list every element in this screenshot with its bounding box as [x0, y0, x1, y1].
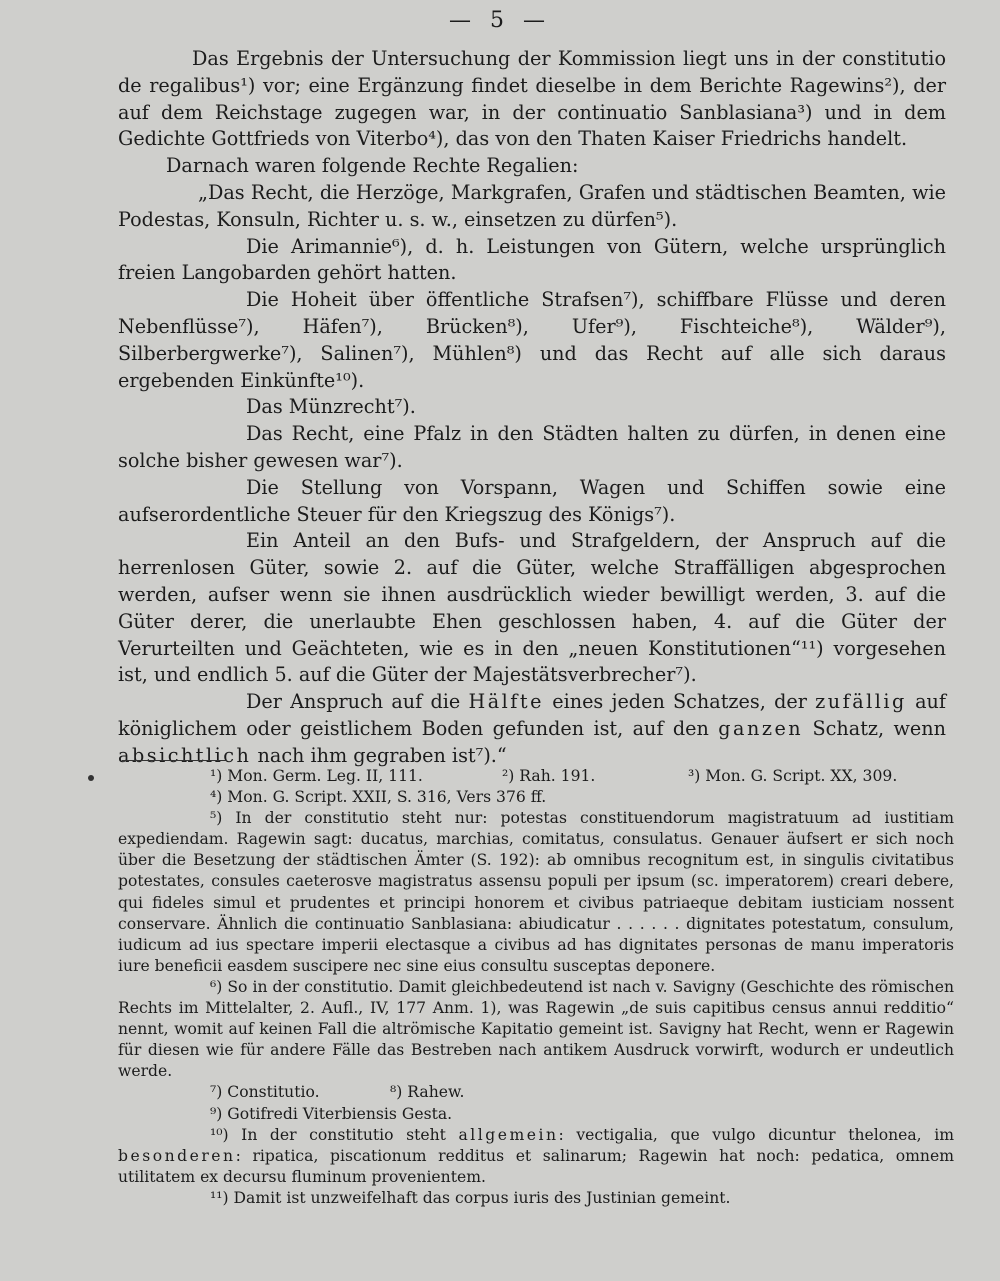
footnote: ¹) Mon. Germ. Leg. II, 111.: [210, 767, 423, 785]
paragraph: Das Recht, eine Pfalz in den Städten halten zu dürfen, in denen eine solche bisher gewesen war⁷).: [118, 422, 946, 472]
footnote-row: [118, 1082, 954, 1103]
spaced-emphasis: allgemein: [458, 1125, 559, 1144]
paragraph: Die Hoheit über öffentliche Strafsen⁷), schiffbare Flüsse und deren Nebenflüsse⁷), Häfen⁷), Brücken⁸), Ufer⁹), Fischteiche⁸), Wälder⁹), Silberbergwerke⁷), Salinen⁷), Mühlen⁸) und das Recht auf alle sich daraus ergebenden Einkünfte¹⁰).: [118, 288, 946, 392]
spaced-emphasis: ganzen: [718, 716, 804, 740]
main-text: [118, 46, 946, 770]
footnote: ⁴) Mon. G. Script. XXII, S. 316, Vers 376 ff.: [210, 788, 547, 807]
footnote: [118, 1125, 954, 1188]
text-run: : ripatica, piscationum redditus et salinarum; Ragewin hat noch: pedatica, omnem utilitatem ex decursu fluminum provenientem.: [118, 1146, 954, 1186]
spaced-emphasis: zufällig: [815, 690, 907, 714]
spaced-emphasis: absichtlich: [118, 743, 252, 767]
footnote: ⁹) Gotifredi Viterbiensis Gesta.: [210, 1104, 453, 1123]
footnote: ⁵) In der constitutio steht nur: potestas constituendorum magistratuum ad iustitiam expediendam. Ragewin sagt: ducatus, marchias, comitatus, consulatus. Genauer äufsert er sich noch über die Besetzung der städtischen Ämter (S. 192): ab omnibus recognitum est, in singulis civitatibus potestates, consules caeterosve magistratus assensu populi per ipsum (sc. imperatorem) creari debere, qui fideles simul et prudentes et principi honorem et civibus patriaeque debitam iusticiam nossent conservare. Ähnlich die continuatio Sanblasiana: abiudicatur . . . . . . dignitates potestatum, consulum, iudicum ad ius spectare imperii electasque a civibus ad has dignitates personas de manu imperatoris iure beneficii easdem suscipere nec sine eius consultu susceptas deponere.: [118, 809, 954, 975]
paragraph: Die Arimannie⁶), d. h. Leistungen von Gütern, welche ursprünglich freien Langobarden gehört hatten.: [118, 234, 946, 285]
text-run: : vectigalia, que vulgo dicuntur thelonea, im: [558, 1125, 954, 1144]
footnote-row: [118, 766, 954, 787]
ink-speck: [88, 775, 94, 781]
footnote: ⁶) So in der constitutio. Damit gleichbedeutend ist nach v. Savigny (Geschichte des römischen Rechts im Mittelalter, 2. Aufl., IV, 177 Anm. 1), was Ragewin „de suis capitibus census annui redditio“ nennt, womit auf keinen Fall die altrömische Kapitatio gemeint ist. Savigny hat Recht, wenn er Ragewin für diesen wie für andere Fälle das Bestreben nach antikem Ausdruck vorwirft, wodurch er undeutlich werde.: [118, 977, 954, 1081]
footnote: ³) Mon. G. Script. XX, 309.: [688, 767, 898, 785]
text-run: ¹⁰) In der constitutio steht: [210, 1125, 446, 1144]
footnote: ⁷) Constitutio.: [210, 1083, 320, 1102]
paragraph: „Das Recht, die Herzöge, Markgrafen, Grafen und städtischen Beamten, wie Podestas, Konsuln, Richter u. s. w., einsetzen zu dürfen⁵).: [118, 180, 946, 231]
spaced-emphasis: Hälfte: [468, 690, 544, 714]
text-run: eines jeden Schatzes, der: [552, 690, 807, 714]
paragraph: Darnach waren folgende Rechte Regalien:: [166, 154, 579, 178]
footnote: ²) Rah. 191.: [502, 767, 596, 785]
paragraph: Ein Anteil an den Bufs- und Strafgeldern, der Anspruch auf die herrenlosen Güter, sowie 2. auf die Güter, welche Straffälligen abgesprochen werden, aufser wenn sie ihnen ausdrücklich wieder bewilligt werden, 3. auf die Güter derer, die unerlaubte Ehen geschlossen haben, 4. auf die Güter der Verurteilten und Geächteten, wie es in den „neuen Konstitutionen“¹¹) vorgesehen ist, und endlich 5. auf die Güter der Majestätsverbrecher⁷).: [118, 529, 946, 687]
text-run: Schatz, wenn: [812, 716, 946, 740]
paragraph: Die Stellung von Vorspann, Wagen und Schiffen sowie eine aufserordentliche Steuer für den Kriegszug des Königs⁷).: [118, 475, 946, 526]
footnote: ¹¹) Damit ist unzweifelhaft das corpus iuris des Justinian gemeint.: [210, 1188, 731, 1207]
footnote-separator: [122, 760, 227, 761]
spaced-emphasis: besonderen: [118, 1146, 236, 1165]
paragraph: [118, 689, 946, 769]
paragraph: Das Münzrecht⁷).: [246, 395, 416, 419]
text-run: nach ihm gegraben ist⁷).“: [257, 743, 507, 767]
footnotes: [118, 766, 954, 1209]
paragraph: Das Ergebnis der Untersuchung der Kommission liegt uns in der constitutio de regalibus¹) vor; eine Ergänzung findet dieselbe in dem Berichte Ragewins²), der auf dem Reichstage zugegen war, in der continuatio Sanblasiana³) und in dem Gedichte Gottfrieds von Viterbo⁴), das von den Thaten Kaiser Friedrichs handelt.: [118, 47, 946, 151]
page-number: — 5 —: [449, 8, 551, 33]
text-run: auf königlichem oder geistlichem Boden gefunden ist, auf den: [118, 690, 946, 740]
text-run: Der Anspruch auf die: [246, 690, 461, 714]
footnote: ⁸) Rahew.: [390, 1083, 465, 1102]
